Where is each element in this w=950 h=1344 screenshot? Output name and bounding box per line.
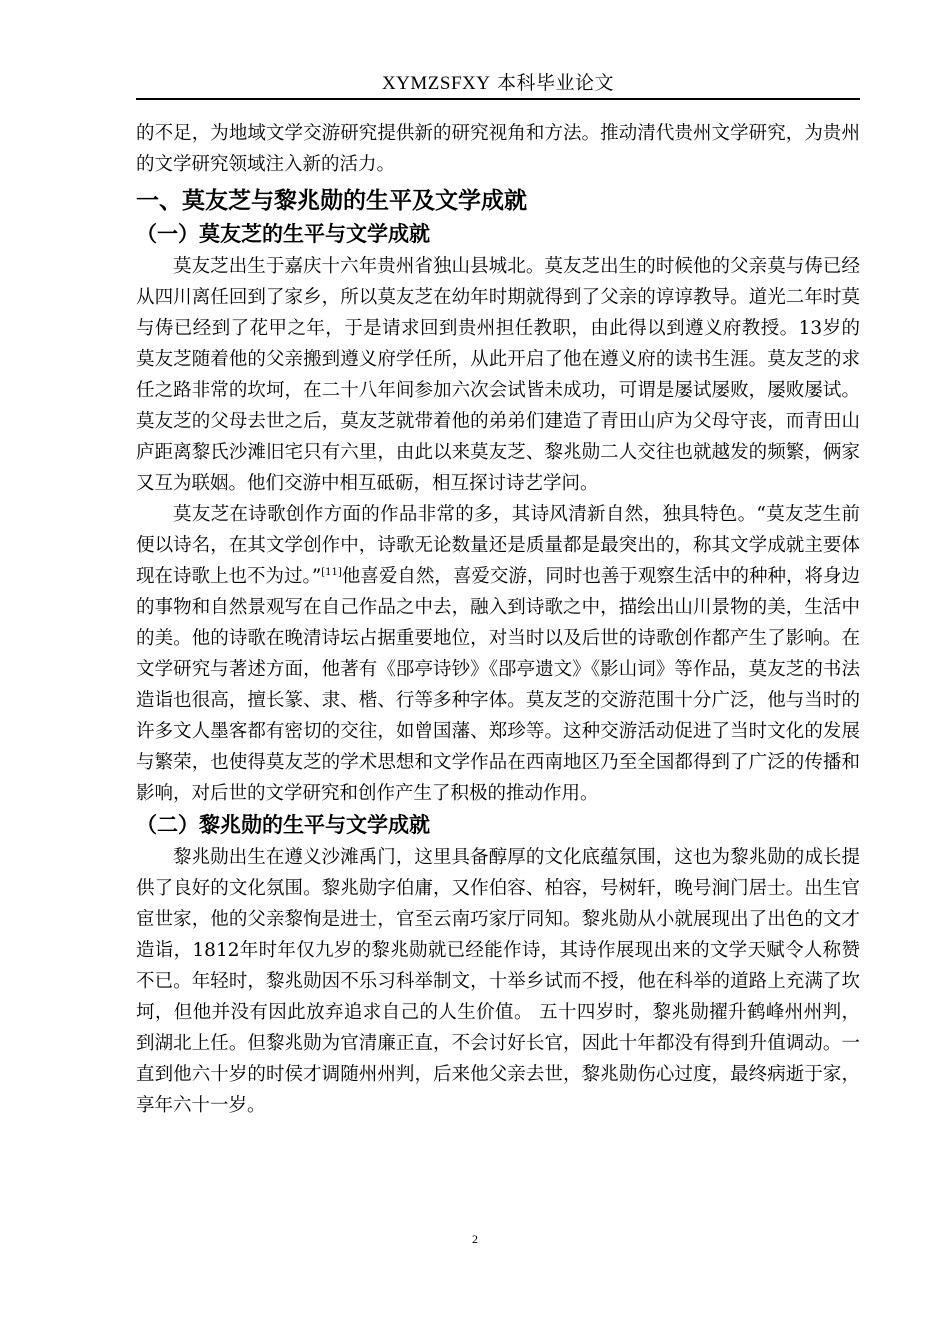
- section-heading: 一、莫友芝与黎兆勋的生平及文学成就: [136, 188, 527, 214]
- page-header: [136, 70, 860, 97]
- header-code: XYMZSFXY: [381, 73, 491, 94]
- mo-literature-paragraph: [136, 499, 860, 809]
- page-number: 2: [472, 1232, 478, 1246]
- mo-literature-text-before: 莫友芝在诗歌创作方面的作品非常的多，其诗风清新自然，独具特色。“莫友芝生前便以诗名，在其文学创作中，诗歌无论数量还是质量都是最突出的，称其文学成就主要体现在诗歌上也不为过。”: [136, 504, 860, 587]
- mo-biography-paragraph: 莫友芝出生于嘉庆十六年贵州省独山县城北。莫友芝出生的时候他的父亲莫与俦已经从四川离任回到了家乡，所以莫友芝在幼年时期就得到了父亲的谆谆教导。道光二年时莫与俦已经到了花甲之年，于是请求回到贵州担任教职，由此得以到遵义府教授。13岁的莫友芝随着他的父亲搬到遵义府学任所，从此开启了他在遵义府的读书生涯。莫友芝的求任之路非常的坎坷，在二十八年间参加六次会试皆未成功，可谓是屡试屡败，屡败屡试。莫友芝的父母去世之后，莫友芝就带着他的弟弟们建造了青田山庐为父母守丧，而青田山庐距离黎氏沙滩旧宅只有六里，由此以来莫友芝、黎兆勋二人交往也就越发的频繁，俩家又互为联姻。他们交游中相互砥砺，相互探讨诗艺学问。: [136, 256, 860, 494]
- subsection-heading-mo: （一）莫友芝的生平与文学成就: [136, 222, 430, 246]
- subsection-heading-li: （二）黎兆勋的生平与文学成就: [136, 813, 430, 837]
- citation-marker: [11]: [321, 566, 342, 578]
- li-biography-paragraph: 黎兆勋出生在遵义沙滩禹门，这里具备醇厚的文化底蕴氛围，这也为黎兆勋的成长提供了良好的文化氛围。黎兆勋字伯庸，又作伯容、柏容，号树轩，晚号涧门居士。出生官宦世家，他的父亲黎恂是进士，官至云南巧家厅同知。黎兆勋从小就展现出了出色的文才造诣，1812年时年仅九岁的黎兆勋就已经能作诗，其诗作展现出来的文学天赋令人称赞不已。年轻时，黎兆勋因不乐习科举制文，十举乡试而不授，他在科举的道路上充满了坎坷，但他并没有因此放弃追求自己的人生价值。 五十四岁时，黎兆勋擢升鹤峰州州判，到湖北上任。但黎兆勋为官清廉正直，不会讨好长官，因此十年都没有得到升值调动。一直到他六十岁的时侯才调随州州判，后来他父亲去世，黎兆勋伤心过度，最终病逝于家，享年六十一岁。: [136, 847, 860, 1116]
- intro-tail-paragraph: 的不足，为地域文学交游研究提供新的研究视角和方法。推动清代贵州文学研究，为贵州的文学研究领域注入新的活力。: [136, 123, 860, 175]
- header-rule: [136, 98, 860, 100]
- mo-literature-text-after: 他喜爱自然，喜爱交游，同时也善于观察生活中的种种，将身边的事物和自然景观写在自己作品之中去，融入到诗歌之中，描绘出山川景物的美，生活中的美。他的诗歌在晚清诗坛占据重要地位，对当时以及后世的诗歌创作都产生了影响。在文学研究与著述方面，他著有《郘亭诗钞》《郘亭遗文》《影山词》等作品，莫友芝的书法造诣也很高，擅长篆、隶、楷、行等多种字体。莫友芝的交游范围十分广泛，他与当时的许多文人墨客都有密切的交往，如曾国藩、郑珍等。这种交游活动促进了当时文化的发展与繁荣，也使得莫友芝的学术思想和文学作品在西南地区乃至全国都得到了广泛的传播和影响，对后世的文学研究和创作产生了积极的推动作用。: [136, 566, 860, 804]
- header-title: 本科毕业论文: [497, 72, 615, 94]
- document-body: [136, 118, 860, 1121]
